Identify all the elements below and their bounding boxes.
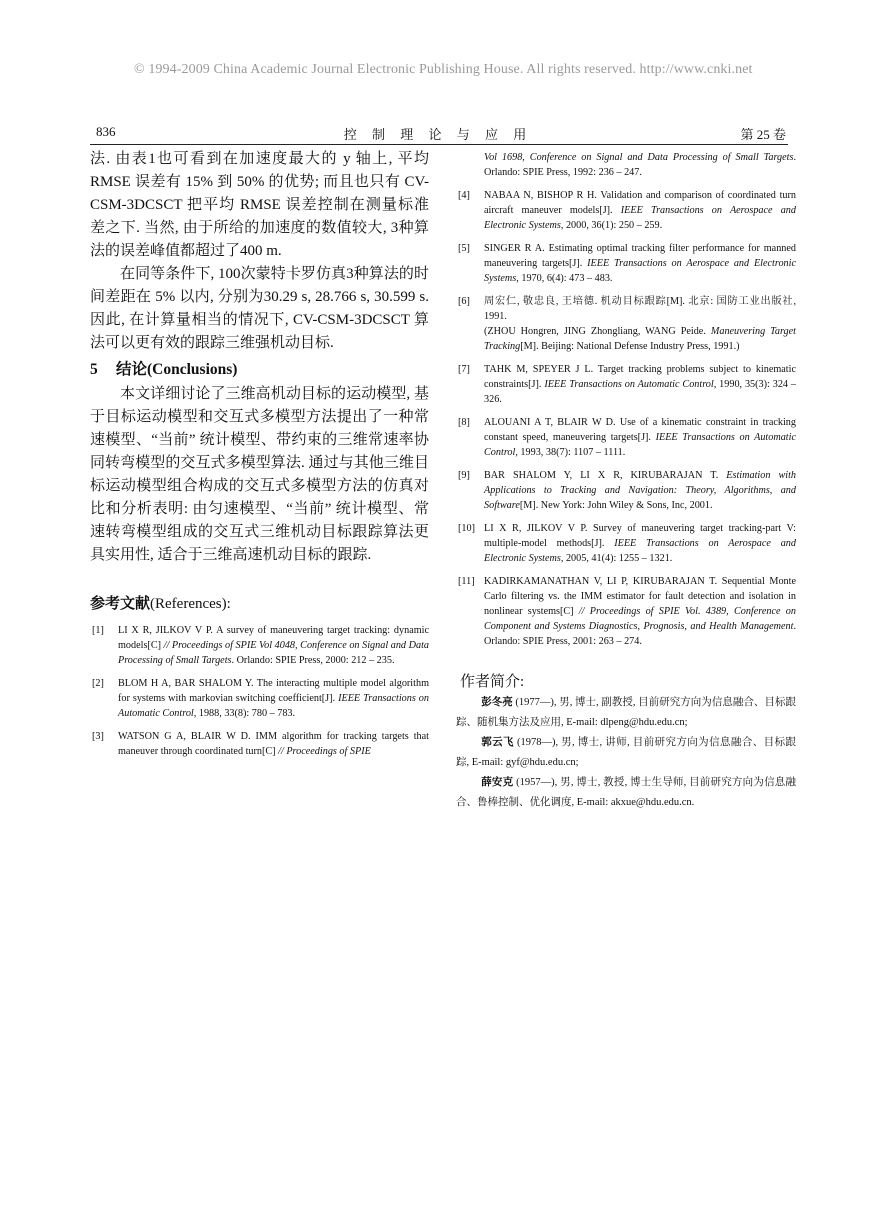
reference-text: 周宏仁, 敬忠良, 王培德. 机动目标跟踪[M]. 北京: 国防工业出版社, 1991. (ZHOU Hongren, JING Zhongliang, WANG Peide. Maneuvering Target Tracking[M]. Beijing: National Defense Industry Press, 1991.) (484, 296, 797, 352)
author-name: 郭云飞 (481, 737, 514, 748)
reference-text: Vol 1698, Conference on Signal and Data Processing of Small Targets. Orlando: SPIE Press, 1992: 236 – 247. (484, 152, 796, 178)
page-number: 836 (96, 124, 116, 139)
right-column (456, 150, 796, 813)
references-heading (90, 593, 429, 615)
reference-item (456, 188, 796, 233)
reference-number: [3] (92, 731, 104, 742)
reference-number: [5] (458, 243, 470, 254)
references-title-cn: 参考文献 (90, 596, 151, 612)
references-title-en: (References): (150, 596, 231, 612)
reference-text: ALOUANI A T, BLAIR W D. Use of a kinematic constraint in tracking constant speed, maneuvering targets[J]. IEEE Transactions on Automatic Control, 1993, 38(7): 1107 – 1111. (484, 417, 796, 458)
author-bio: 郭云飞 (1978—), 男, 博士, 讲师, 目前研究方向为信息融合、目标跟踪, E-mail: gyf@hdu.edu.cn; (456, 737, 796, 768)
reference-list-left (90, 623, 429, 759)
reference-item (90, 623, 429, 668)
body-paragraph: 在同等条件下, 100次蒙特卡罗仿真3种算法的时间差距在 5% 以内, 分别为30.29 s, 28.766 s, 30.599 s. 因此, 在计算量相当的情况下, CV-CSM-3DCSCT 算法可以更有效的跟踪三维强机动目标. (90, 266, 429, 351)
reference-item (90, 729, 429, 759)
reference-number: [4] (458, 190, 470, 201)
reference-number: [10] (458, 523, 475, 534)
reference-text: LI X R, JILKOV V P. Survey of maneuvering target tracking-part V: multiple-model methods[J]. IEEE Transactions on Aerospace and Electronic Systems, 2005, 41(4): 1255 – 1321. (484, 523, 796, 564)
body-paragraph: 本文详细讨论了三维高机动目标的运动模型, 基于目标运动模型和交互式多模型方法提出了一种常速模型、“当前” 统计模型、带约束的三维常速率协同转弯模型的交互式多模型算法. 通过与其他三维目标运动模型组合构成的交互式多模型方法的仿真对比和分析表明: 由匀速模型、“当前” 统计模型、常速转弯模型组成的交互式三维机动目标跟踪算法更具实用性, 适合于三维高速机动目标的跟踪. (90, 386, 429, 563)
section-number: 5 (90, 361, 98, 378)
reference-number: [2] (92, 678, 104, 689)
reference-number: [6] (458, 296, 470, 307)
reference-item (90, 676, 429, 721)
author-bio: 彭冬亮 (1977—), 男, 博士, 副教授, 目前研究方向为信息融合、目标跟踪、随机集方法及应用, E-mail: dlpeng@hdu.edu.cn; (456, 697, 796, 728)
reference-item (456, 415, 796, 460)
reference-item (456, 574, 796, 649)
author-name: 彭冬亮 (481, 697, 513, 708)
reference-text: NABAA N, BISHOP R H. Validation and comparison of coordinated turn aircraft maneuver models[J]. IEEE Transactions on Aerospace and Electronic Systems, 2000, 36(1): 250 – 259. (484, 190, 796, 231)
left-column (90, 148, 429, 767)
volume-label: 第 25 卷 (740, 127, 786, 142)
author-bio: 薛安克 (1957—), 男, 博士, 教授, 博士生导师, 目前研究方向为信息融合、鲁棒控制、优化调度, E-mail: akxue@hdu.edu.cn. (456, 777, 796, 808)
section-title: 结论(Conclusions) (116, 361, 238, 378)
reference-item (456, 468, 796, 513)
reference-item (456, 521, 796, 566)
body-paragraph: 法. 由表1也可看到在加速度最大的 y 轴上, 平均 RMSE 误差有 15% 到 50% 的优势; 而且也只有 CV-CSM-3DCSCT 把平均 RMSE 误差控制在测量标准差之下. 当然, 由于所给的加速度的数值较大, 3种算法的误差峰值都超过了400 m. (90, 151, 429, 259)
reference-item (456, 241, 796, 286)
header-rule (90, 144, 788, 145)
reference-text: WATSON G A, BLAIR W D. IMM algorithm for tracking targets that maneuver through coordinated turn[C] // Proceedings of SPIE (118, 731, 429, 757)
reference-text: TAHK M, SPEYER J L. Target tracking problems subject to kinematic constraints[J]. IEEE Transactions on Automatic Control, 1990, 35(3): 324 – 326. (484, 364, 796, 405)
reference-number: [7] (458, 364, 470, 375)
copyright-watermark: © 1994-2009 China Academic Journal Electronic Publishing House. All rights reserved. http://www.cnki.net (134, 62, 753, 77)
reference-number: [9] (458, 470, 470, 481)
reference-item (456, 294, 796, 354)
journal-title: 控 制 理 论 与 应 用 (343, 127, 533, 142)
reference-number: [1] (92, 625, 104, 636)
reference-item (456, 362, 796, 407)
section-heading (90, 359, 429, 381)
reference-text: BAR SHALOM Y, LI X R, KIRUBARAJAN T. Estimation with Applications to Tracking and Navigation: Theory, Algorithms, and Software[M]. New York: John Wiley & Sons, Inc, 2001. (484, 470, 796, 511)
reference-number: [11] (458, 576, 475, 587)
author-name: 薛安克 (481, 777, 514, 788)
page-header (90, 124, 786, 144)
reference-number: [8] (458, 417, 470, 428)
reference-text: BLOM H A, BAR SHALOM Y. The interacting multiple model algorithm for systems with markovian switching coefficient[J]. IEEE Transactions on Automatic Control, 1988, 33(8): 780 – 783. (118, 678, 429, 719)
author-bio-heading: 作者简介: (460, 674, 525, 690)
reference-continuation (456, 150, 796, 180)
reference-text: LI X R, JILKOV V P. A survey of maneuvering target tracking: dynamic models[C] // Proceedings of SPIE Vol 4048, Conference on Signal and Data Processing of Small Targets. Orlando: SPIE Press, 2000: 212 – 235. (118, 625, 429, 666)
reference-text: KADIRKAMANATHAN V, LI P, KIRUBARAJAN T. Sequential Monte Carlo filtering vs. the IMM estimator for fault detection and isolation in nonlinear systems[C] // Proceedings of SPIE Vol. 4389, Conference on Component and Systems Diagnostics, Prognosis, and Health Management. Orlando: SPIE Press, 2001: 263 – 274. (484, 576, 796, 647)
reference-text: SINGER R A. Estimating optimal tracking filter performance for manned maneuvering targets[J]. IEEE Transactions on Aerospace and Electronic Systems, 1970, 6(4): 473 – 483. (484, 243, 797, 284)
